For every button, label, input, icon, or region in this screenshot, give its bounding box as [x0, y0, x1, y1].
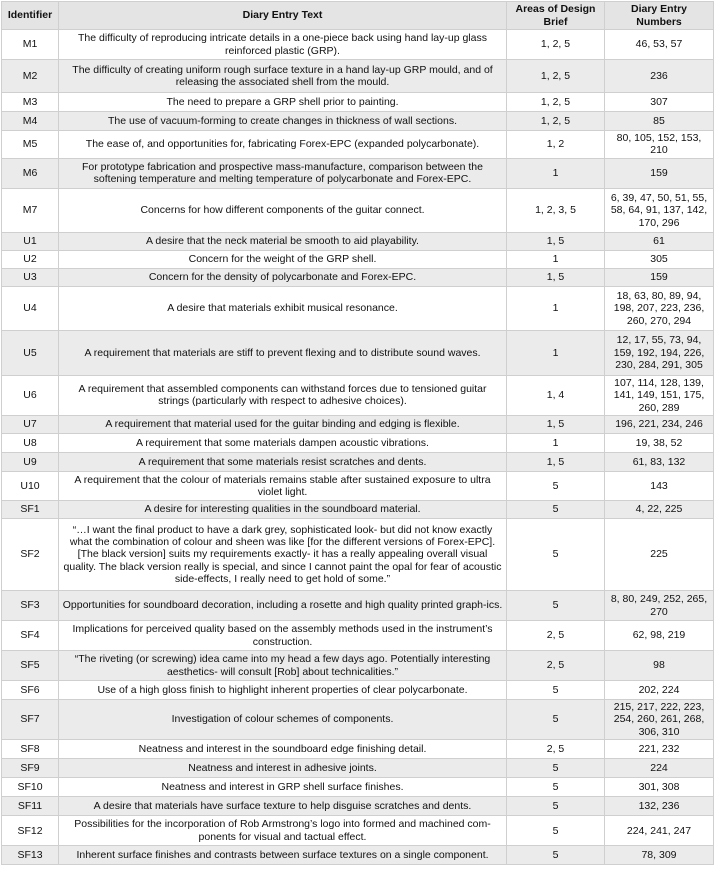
row-diary-entry-text: The difficulty of creating uniform rough surface texture in a hand lay-up GRP mould, and of releasing the associated shell from the mould.	[59, 60, 507, 93]
header-areas-of-design-brief: Areas of Design Brief	[507, 2, 605, 30]
row-diary-entry-text: A requirement that materials are stiff to prevent flexing and to distribute sound waves.	[59, 330, 507, 375]
row-areas-of-design-brief: 5	[507, 591, 605, 621]
row-diary-entry-numbers: 8, 80, 249, 252, 265, 270	[605, 591, 714, 621]
row-areas-of-design-brief: 5	[507, 681, 605, 700]
row-diary-entry-numbers: 19, 38, 52	[605, 434, 714, 453]
row-diary-entry-text: “The riveting (or screwing) idea came into my head a few days ago. Potentially interesting aesthetics- will consult [Rob] about technicalities.”	[59, 651, 507, 681]
table-row	[2, 816, 714, 846]
table-row	[2, 60, 714, 93]
diary-entry-table	[1, 1, 714, 865]
row-identifier: SF5	[2, 651, 59, 681]
row-identifier: U2	[2, 250, 59, 268]
row-areas-of-design-brief: 1	[507, 158, 605, 188]
table-row	[2, 250, 714, 268]
row-identifier: SF9	[2, 759, 59, 778]
header-identifier: Identifier	[2, 2, 59, 30]
table-row	[2, 501, 714, 519]
row-diary-entry-numbers: 159	[605, 268, 714, 286]
row-diary-entry-text: Use of a high gloss finish to highlight inherent properties of clear polycarbonate.	[59, 681, 507, 700]
row-diary-entry-text: The difficulty of reproducing intricate details in a one-piece back using hand lay-up glass reinforced plastic (GRP).	[59, 30, 507, 60]
row-diary-entry-text: The need to prepare a GRP shell prior to painting.	[59, 93, 507, 112]
row-areas-of-design-brief: 1	[507, 250, 605, 268]
table-row	[2, 681, 714, 700]
row-diary-entry-text: The use of vacuum-forming to create changes in thickness of wall sections.	[59, 112, 507, 131]
row-diary-entry-text: A requirement that some materials dampen acoustic vibrations.	[59, 434, 507, 453]
header-diary-entry-numbers: Diary Entry Numbers	[605, 2, 714, 30]
table-row	[2, 740, 714, 759]
row-areas-of-design-brief: 5	[507, 700, 605, 740]
row-identifier: SF11	[2, 797, 59, 816]
row-areas-of-design-brief: 5	[507, 759, 605, 778]
table-row	[2, 778, 714, 797]
row-diary-entry-numbers: 85	[605, 112, 714, 131]
row-diary-entry-text: A desire that materials exhibit musical resonance.	[59, 286, 507, 330]
row-areas-of-design-brief: 2, 5	[507, 621, 605, 651]
row-areas-of-design-brief: 5	[507, 846, 605, 865]
row-areas-of-design-brief: 1	[507, 330, 605, 375]
row-areas-of-design-brief: 1, 2, 5	[507, 60, 605, 93]
row-identifier: U7	[2, 416, 59, 434]
row-identifier: SF4	[2, 621, 59, 651]
row-diary-entry-numbers: 78, 309	[605, 846, 714, 865]
row-diary-entry-text: Inherent surface finishes and contrasts between surface textures on a single component.	[59, 846, 507, 865]
row-identifier: SF3	[2, 591, 59, 621]
table-row	[2, 416, 714, 434]
row-areas-of-design-brief: 5	[507, 472, 605, 501]
table-row	[2, 519, 714, 591]
row-diary-entry-text: A desire that materials have surface texture to help disguise scratches and dents.	[59, 797, 507, 816]
table-row	[2, 797, 714, 816]
table-row	[2, 700, 714, 740]
row-areas-of-design-brief: 5	[507, 778, 605, 797]
table-row	[2, 268, 714, 286]
row-identifier: U1	[2, 232, 59, 250]
row-identifier: SF2	[2, 519, 59, 591]
row-areas-of-design-brief: 1, 2	[507, 131, 605, 159]
row-diary-entry-numbers: 18, 63, 80, 89, 94, 198, 207, 223, 236, 260, 270, 294	[605, 286, 714, 330]
table-row	[2, 232, 714, 250]
row-identifier: M2	[2, 60, 59, 93]
table-body	[2, 30, 714, 865]
table-row	[2, 330, 714, 375]
row-areas-of-design-brief: 1, 5	[507, 453, 605, 472]
table-row	[2, 112, 714, 131]
row-diary-entry-text: Implications for perceived quality based on the assembly methods used in the instrument’s construction.	[59, 621, 507, 651]
row-identifier: U9	[2, 453, 59, 472]
row-areas-of-design-brief: 2, 5	[507, 651, 605, 681]
row-diary-entry-text: A requirement that some materials resist scratches and dents.	[59, 453, 507, 472]
row-diary-entry-text: A requirement that the colour of materials remains stable after sustained exposure to ultra violet light.	[59, 472, 507, 501]
row-areas-of-design-brief: 5	[507, 797, 605, 816]
row-diary-entry-numbers: 12, 17, 55, 73, 94, 159, 192, 194, 226, 230, 284, 291, 305	[605, 330, 714, 375]
row-areas-of-design-brief: 1, 5	[507, 416, 605, 434]
row-diary-entry-text: A desire for interesting qualities in the soundboard material.	[59, 501, 507, 519]
table-row	[2, 621, 714, 651]
row-diary-entry-numbers: 98	[605, 651, 714, 681]
row-identifier: M4	[2, 112, 59, 131]
table-row	[2, 131, 714, 159]
table-row	[2, 846, 714, 865]
row-diary-entry-numbers: 6, 39, 47, 50, 51, 55, 58, 64, 91, 137, 142, 170, 296	[605, 188, 714, 232]
table-row	[2, 286, 714, 330]
row-identifier: U8	[2, 434, 59, 453]
row-identifier: SF10	[2, 778, 59, 797]
row-diary-entry-text: For prototype fabrication and prospective mass-manufacture, comparison between the softening temperature and melting temperature of polycarbonate and Forex-EPC.	[59, 158, 507, 188]
row-diary-entry-numbers: 61	[605, 232, 714, 250]
table-row	[2, 375, 714, 415]
table-row	[2, 651, 714, 681]
row-identifier: SF12	[2, 816, 59, 846]
row-areas-of-design-brief: 1	[507, 434, 605, 453]
row-diary-entry-text: Neatness and interest in the soundboard edge finishing detail.	[59, 740, 507, 759]
row-identifier: M3	[2, 93, 59, 112]
row-areas-of-design-brief: 5	[507, 816, 605, 846]
row-identifier: U10	[2, 472, 59, 501]
row-diary-entry-numbers: 236	[605, 60, 714, 93]
row-diary-entry-numbers: 62, 98, 219	[605, 621, 714, 651]
row-diary-entry-numbers: 61, 83, 132	[605, 453, 714, 472]
row-identifier: SF7	[2, 700, 59, 740]
table-row	[2, 453, 714, 472]
row-diary-entry-text: A requirement that assembled components can withstand forces due to tensioned guitar strings (particularly with respect to adhesive choices).	[59, 375, 507, 415]
table-row	[2, 93, 714, 112]
row-areas-of-design-brief: 1, 4	[507, 375, 605, 415]
row-areas-of-design-brief: 1, 2, 5	[507, 30, 605, 60]
row-diary-entry-numbers: 215, 217, 222, 223, 254, 260, 261, 268, 306, 310	[605, 700, 714, 740]
table-row	[2, 591, 714, 621]
row-identifier: U5	[2, 330, 59, 375]
row-diary-entry-numbers: 225	[605, 519, 714, 591]
row-diary-entry-numbers: 132, 236	[605, 797, 714, 816]
row-areas-of-design-brief: 1, 5	[507, 232, 605, 250]
row-diary-entry-text: A requirement that material used for the guitar binding and edging is flexible.	[59, 416, 507, 434]
table-header-row	[2, 2, 714, 30]
row-areas-of-design-brief: 1, 2, 3, 5	[507, 188, 605, 232]
row-diary-entry-numbers: 196, 221, 234, 246	[605, 416, 714, 434]
table-row	[2, 759, 714, 778]
row-diary-entry-text: Concerns for how different components of the guitar connect.	[59, 188, 507, 232]
row-areas-of-design-brief: 1, 5	[507, 268, 605, 286]
row-diary-entry-numbers: 107, 114, 128, 139, 141, 149, 151, 175, 260, 289	[605, 375, 714, 415]
row-identifier: U4	[2, 286, 59, 330]
row-identifier: SF13	[2, 846, 59, 865]
row-areas-of-design-brief: 1	[507, 286, 605, 330]
row-diary-entry-text: “…I want the final product to have a dark grey, sophisticated look- but did not know exactly what the combination of colour and sheen was like [for the different versions of Forex-EPC]. [The black version] suits my requirements exactly- it has a really appealing overall visual quality. The black version really is special, and since I cannot paint the opal for fear of acoustic side-effects, I really need to get hold of some.”	[59, 519, 507, 591]
row-diary-entry-numbers: 221, 232	[605, 740, 714, 759]
table-row	[2, 188, 714, 232]
row-diary-entry-text: A desire that the neck material be smooth to aid playability.	[59, 232, 507, 250]
row-identifier: M1	[2, 30, 59, 60]
row-diary-entry-numbers: 224	[605, 759, 714, 778]
row-areas-of-design-brief: 5	[507, 519, 605, 591]
header-diary-entry-text: Diary Entry Text	[59, 2, 507, 30]
row-identifier: SF1	[2, 501, 59, 519]
table-row	[2, 158, 714, 188]
row-diary-entry-numbers: 202, 224	[605, 681, 714, 700]
row-diary-entry-text: Concern for the density of polycarbonate and Forex-EPC.	[59, 268, 507, 286]
table-row	[2, 434, 714, 453]
row-areas-of-design-brief: 1, 2, 5	[507, 112, 605, 131]
row-diary-entry-numbers: 80, 105, 152, 153, 210	[605, 131, 714, 159]
row-identifier: M7	[2, 188, 59, 232]
row-areas-of-design-brief: 2, 5	[507, 740, 605, 759]
row-diary-entry-text: Neatness and interest in GRP shell surface finishes.	[59, 778, 507, 797]
row-diary-entry-numbers: 307	[605, 93, 714, 112]
row-areas-of-design-brief: 5	[507, 501, 605, 519]
row-identifier: U6	[2, 375, 59, 415]
row-diary-entry-text: Possibilities for the incorporation of Rob Armstrong’s logo into formed and machined com-ponents for visual and tactual effect.	[59, 816, 507, 846]
row-identifier: SF8	[2, 740, 59, 759]
row-diary-entry-text: The ease of, and opportunities for, fabricating Forex-EPC (expanded polycarbonate).	[59, 131, 507, 159]
row-diary-entry-text: Opportunities for soundboard decoration, including a rosette and high quality printed graph-ics.	[59, 591, 507, 621]
row-areas-of-design-brief: 1, 2, 5	[507, 93, 605, 112]
row-diary-entry-numbers: 4, 22, 225	[605, 501, 714, 519]
table-row	[2, 30, 714, 60]
row-diary-entry-numbers: 46, 53, 57	[605, 30, 714, 60]
row-diary-entry-text: Investigation of colour schemes of components.	[59, 700, 507, 740]
row-diary-entry-numbers: 159	[605, 158, 714, 188]
row-diary-entry-text: Neatness and interest in adhesive joints.	[59, 759, 507, 778]
row-identifier: SF6	[2, 681, 59, 700]
table-row	[2, 472, 714, 501]
row-diary-entry-numbers: 305	[605, 250, 714, 268]
row-identifier: U3	[2, 268, 59, 286]
row-identifier: M5	[2, 131, 59, 159]
row-diary-entry-numbers: 143	[605, 472, 714, 501]
row-diary-entry-text: Concern for the weight of the GRP shell.	[59, 250, 507, 268]
row-identifier: M6	[2, 158, 59, 188]
row-diary-entry-numbers: 224, 241, 247	[605, 816, 714, 846]
row-diary-entry-numbers: 301, 308	[605, 778, 714, 797]
